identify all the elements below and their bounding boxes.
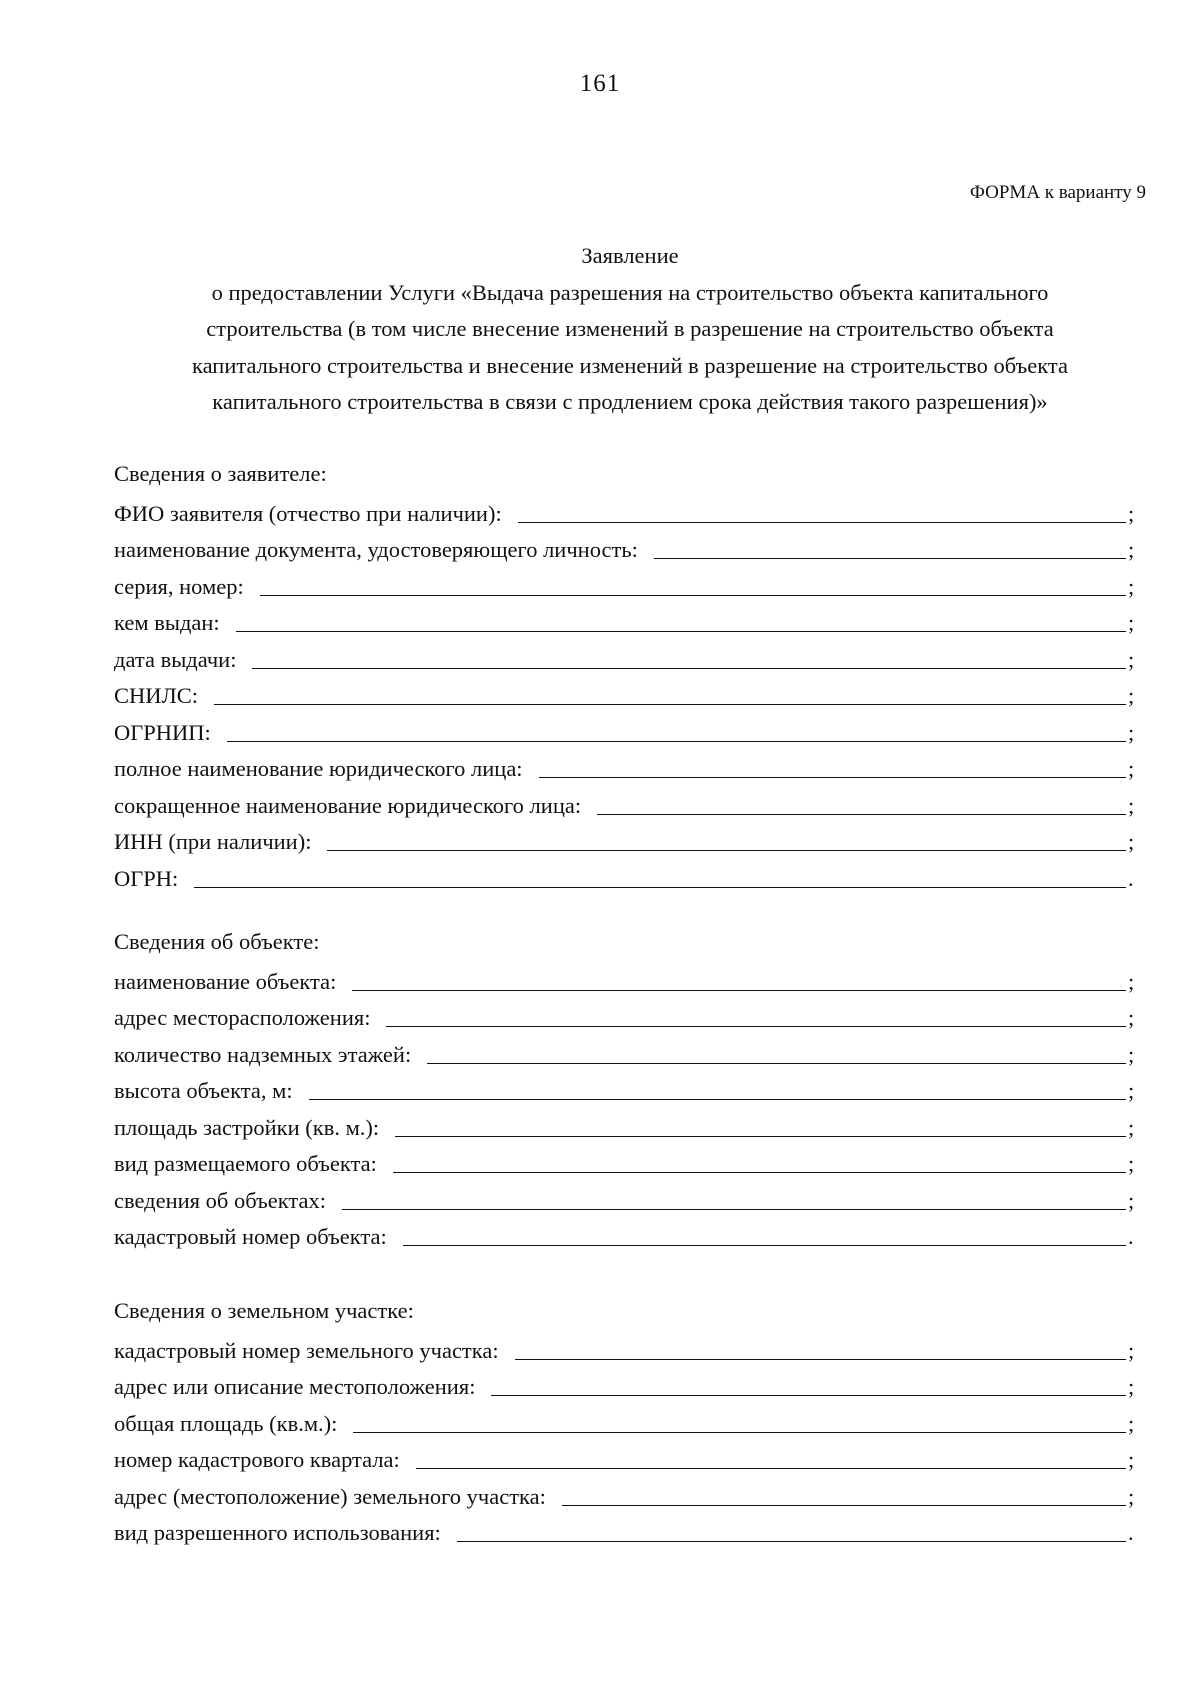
field-label: адрес (местоположение) земельного участка: (114, 1483, 546, 1509)
field-terminator: ; (1128, 719, 1135, 745)
form-row (114, 1070, 1136, 1107)
field-label: сокращенное наименование юридического лица: (114, 792, 582, 818)
land-cadastral-number-field[interactable] (515, 1333, 1126, 1360)
field-terminator: . (1128, 865, 1134, 891)
inn-field[interactable] (327, 824, 1126, 851)
field-terminator: ; (1128, 1041, 1135, 1067)
land-address-field[interactable] (562, 1479, 1126, 1506)
document-series-number-field[interactable] (260, 569, 1126, 596)
form-row (114, 1329, 1136, 1366)
ogrn-field[interactable] (194, 861, 1126, 888)
form-row (114, 602, 1136, 639)
legal-entity-full-name-field[interactable] (539, 751, 1126, 778)
applicant-section (114, 456, 1136, 894)
field-terminator: ; (1128, 683, 1135, 708)
field-label: адрес месторасположения: (114, 1005, 371, 1030)
object-cadastral-number-field[interactable] (403, 1219, 1126, 1246)
form-row (114, 960, 1136, 997)
page-number: 161 (579, 70, 621, 97)
field-label: кадастровый номер земельного участка: (114, 1337, 499, 1363)
id-document-name-field[interactable] (654, 532, 1126, 559)
form-row (114, 675, 1136, 712)
form-row (114, 1512, 1136, 1549)
form-row (114, 638, 1136, 675)
field-terminator: ; (1128, 537, 1135, 562)
field-terminator: ; (1128, 792, 1135, 818)
form-row (114, 821, 1136, 858)
object-address-field[interactable] (386, 1000, 1126, 1027)
object-section (114, 924, 1136, 1252)
floors-count-field[interactable] (427, 1037, 1126, 1064)
field-terminator: ; (1128, 1187, 1135, 1213)
section-heading: Сведения об объекте: (114, 929, 320, 954)
field-terminator: ; (1128, 968, 1135, 994)
form-row (114, 1106, 1136, 1143)
field-label: кадастровый номер объекта: (114, 1224, 387, 1249)
field-label: номер кадастрового квартала: (114, 1447, 400, 1472)
object-name-field[interactable] (352, 964, 1126, 991)
field-terminator: . (1128, 1520, 1134, 1545)
section-heading: Сведения о заявителе: (114, 461, 327, 486)
permitted-use-field[interactable] (457, 1515, 1126, 1542)
field-label: ОГРНИП: (114, 719, 211, 745)
field-label: вид размещаемого объекта: (114, 1151, 377, 1176)
field-label: наименование документа, удостоверяющего личность: (114, 537, 638, 562)
field-terminator: ; (1128, 1078, 1135, 1103)
field-terminator: ; (1128, 1337, 1135, 1363)
field-terminator: ; (1128, 1151, 1135, 1176)
section-heading: Сведения о земельном участке: (114, 1298, 414, 1323)
form-row (114, 529, 1136, 566)
field-label: сведения об объектах: (114, 1187, 326, 1213)
form-row (114, 784, 1136, 821)
form-row (114, 565, 1136, 602)
document-title (100, 238, 1160, 421)
field-terminator: ; (1128, 1114, 1135, 1140)
field-label: кем выдан: (114, 610, 220, 635)
field-terminator: ; (1128, 1374, 1135, 1399)
field-label: полное наименование юридического лица: (114, 756, 523, 781)
field-label: общая площадь (кв.м.): (114, 1410, 338, 1436)
form-row (114, 1402, 1136, 1439)
object-height-field[interactable] (309, 1073, 1126, 1100)
field-terminator: ; (1128, 500, 1135, 526)
form-variant-label: ФОРМА к варианту 9 (969, 182, 1146, 203)
title-line: капитального строительства в связи с продлением срока действия такого разрешения)» (212, 389, 1048, 414)
field-label: вид разрешенного использования: (114, 1520, 441, 1545)
field-label: ИНН (при наличии): (114, 829, 312, 854)
form-row (114, 748, 1136, 785)
title-line: капитального строительства и внесение изменений в разрешение на строительство объекта (192, 352, 1068, 378)
total-area-field[interactable] (353, 1406, 1126, 1433)
form-row (114, 1033, 1136, 1070)
form-row (114, 1216, 1136, 1253)
field-terminator: ; (1128, 756, 1135, 781)
field-terminator: ; (1128, 1410, 1135, 1436)
field-label: площадь застройки (кв. м.): (114, 1114, 380, 1140)
building-area-field[interactable] (395, 1110, 1126, 1137)
form-row (114, 1143, 1136, 1180)
object-type-field[interactable] (393, 1146, 1126, 1173)
title-line: о предоставлении Услуги «Выдача разрешения на строительство объекта капитального (211, 279, 1049, 305)
form-row (114, 1366, 1136, 1403)
objects-info-field[interactable] (342, 1183, 1126, 1210)
field-label: высота объекта, м: (114, 1078, 293, 1103)
form-row (114, 1179, 1136, 1216)
land-plot-section (114, 1293, 1136, 1548)
form-row (114, 711, 1136, 748)
field-label: количество надземных этажей: (114, 1041, 412, 1067)
land-location-description-field[interactable] (491, 1369, 1126, 1396)
field-label: ОГРН: (114, 865, 179, 891)
field-label: наименование объекта: (114, 968, 337, 994)
cadastral-quarter-field[interactable] (416, 1442, 1126, 1469)
field-terminator: ; (1128, 1483, 1135, 1509)
field-terminator: ; (1128, 573, 1135, 599)
issued-by-field[interactable] (236, 605, 1126, 632)
field-terminator: ; (1128, 610, 1135, 635)
legal-entity-short-name-field[interactable] (597, 788, 1126, 815)
field-label: дата выдачи: (114, 646, 237, 672)
title-heading: Заявление (581, 243, 679, 268)
title-line: строительства (в том числе внесение изменений в разрешение на строительство объекта (206, 316, 1054, 341)
field-terminator: ; (1128, 1447, 1135, 1472)
form-row (114, 492, 1136, 529)
form-row (114, 1475, 1136, 1512)
field-label: ФИО заявителя (отчество при наличии): (114, 500, 502, 526)
field-terminator: . (1128, 1224, 1134, 1249)
field-label: СНИЛС: (114, 683, 199, 708)
ogrnip-field[interactable] (227, 715, 1126, 742)
applicant-name-field[interactable] (518, 496, 1126, 523)
field-terminator: ; (1128, 646, 1135, 672)
issue-date-field[interactable] (252, 642, 1126, 669)
field-terminator: ; (1128, 829, 1135, 854)
field-label: серия, номер: (114, 573, 244, 599)
field-terminator: ; (1128, 1005, 1135, 1030)
form-row (114, 1439, 1136, 1476)
form-row (114, 997, 1136, 1034)
form-row (114, 857, 1136, 894)
field-label: адрес или описание местоположения: (114, 1374, 476, 1399)
snils-field[interactable] (214, 678, 1126, 705)
